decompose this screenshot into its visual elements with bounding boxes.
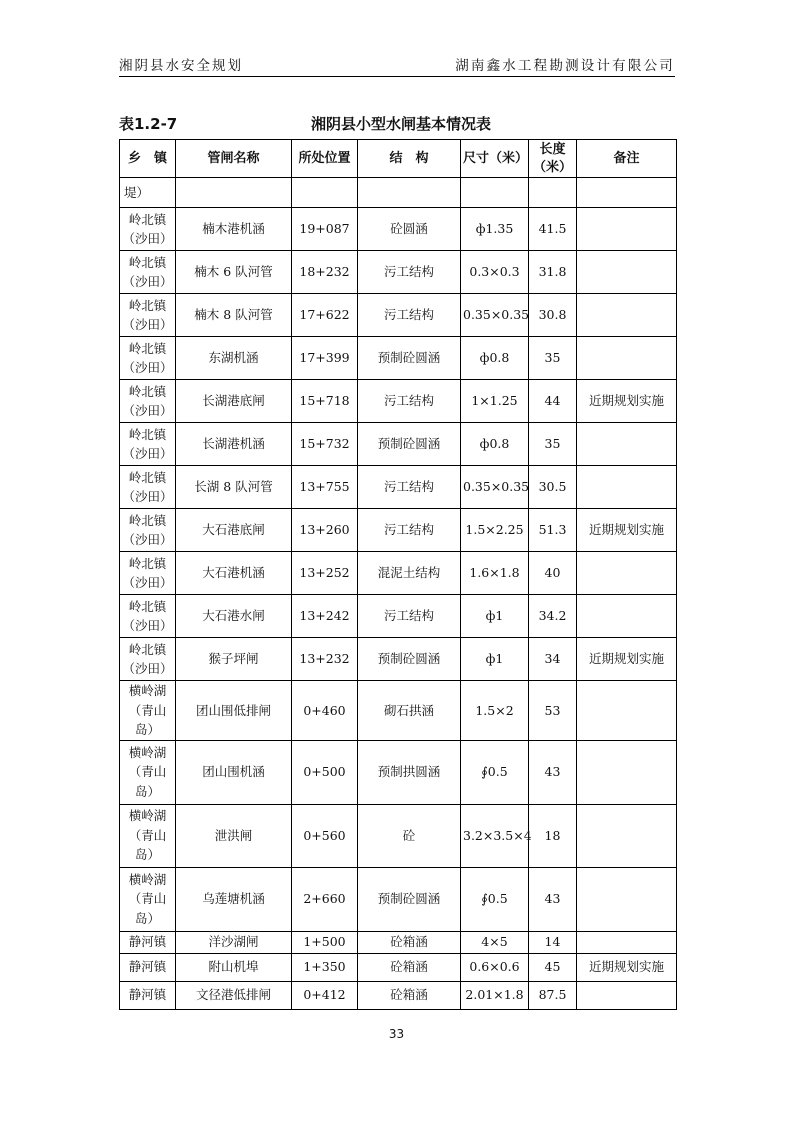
cell-note (577, 466, 677, 509)
cell-length: 34 (529, 638, 577, 681)
cell-structure: 预制拱圆涵 (358, 740, 461, 804)
cell-position: 1+350 (292, 953, 358, 981)
cell-note (577, 931, 677, 953)
table-row (120, 466, 677, 509)
cell-structure: 砼箱涵 (358, 981, 461, 1009)
cell-town: 静河镇 (120, 953, 176, 981)
cell-size: 4×5 (461, 931, 529, 953)
cell-size: 1.5×2.25 (461, 509, 529, 552)
table-row (120, 552, 677, 595)
cell-note (577, 740, 677, 804)
table-title: 湘阴县小型水闸基本情况表 (311, 115, 492, 133)
cell-name: 大石港底闸 (176, 509, 292, 552)
cell-town: 岭北镇（沙田） (120, 208, 176, 251)
table-row (120, 804, 677, 867)
cell-name: 附山机埠 (176, 953, 292, 981)
cell-position: 17+399 (292, 337, 358, 380)
cell-size: ф0.8 (461, 337, 529, 380)
cell-size: 0.35×0.35 (461, 294, 529, 337)
cell-position: 0+560 (292, 804, 358, 867)
cell-position: 0+460 (292, 681, 358, 741)
cell-position: 18+232 (292, 251, 358, 294)
cell-position: 17+622 (292, 294, 358, 337)
header-divider (119, 76, 675, 77)
cell-structure: 混泥土结构 (358, 552, 461, 595)
table-row (120, 681, 677, 741)
cell-length: 31.8 (529, 251, 577, 294)
cell-length (529, 178, 577, 208)
page-header (119, 54, 675, 76)
cell-structure: 污工结构 (358, 380, 461, 423)
cell-length: 51.3 (529, 509, 577, 552)
cell-name: 洋沙湖闸 (176, 931, 292, 953)
table-number: 表1.2-7 (119, 115, 178, 133)
cell-town: 岭北镇（沙田） (120, 380, 176, 423)
cell-town: 静河镇 (120, 931, 176, 953)
cell-town: 静河镇 (120, 981, 176, 1009)
cell-position: 13+755 (292, 466, 358, 509)
cell-size: ф0.8 (461, 423, 529, 466)
cell-note (577, 294, 677, 337)
cell-size: 1.6×1.8 (461, 552, 529, 595)
table-row (120, 931, 677, 953)
cell-name: 团山围低排闸 (176, 681, 292, 741)
cell-town: 岭北镇（沙田） (120, 552, 176, 595)
cell-note (577, 178, 677, 208)
cell-name: 长湖港机涵 (176, 423, 292, 466)
cell-name (176, 178, 292, 208)
cell-position: 0+500 (292, 740, 358, 804)
cell-note (577, 595, 677, 638)
cell-size: ф1 (461, 638, 529, 681)
cell-note (577, 208, 677, 251)
table-row (120, 178, 677, 208)
cell-structure: 砼 (358, 804, 461, 867)
cell-structure: 砌石拱涵 (358, 681, 461, 741)
cell-structure: 污工结构 (358, 595, 461, 638)
cell-size: 0.6×0.6 (461, 953, 529, 981)
cell-note: 近期规划实施 (577, 509, 677, 552)
cell-town: 岭北镇（沙田） (120, 337, 176, 380)
cell-name: 楠木港机涵 (176, 208, 292, 251)
cell-note (577, 337, 677, 380)
cell-name: 大石港水闸 (176, 595, 292, 638)
cell-size: 1×1.25 (461, 380, 529, 423)
cell-note (577, 681, 677, 741)
cell-note: 近期规划实施 (577, 380, 677, 423)
cell-note (577, 981, 677, 1009)
cell-structure: 砼箱涵 (358, 953, 461, 981)
cell-size (461, 178, 529, 208)
cell-town: 横岭湖（青山岛） (120, 740, 176, 804)
cell-structure: 污工结构 (358, 294, 461, 337)
cell-town: 堤） (120, 178, 176, 208)
cell-length: 30.8 (529, 294, 577, 337)
cell-structure: 砼箱涵 (358, 931, 461, 953)
cell-name: 团山围机涵 (176, 740, 292, 804)
col-header-note: 备注 (577, 140, 677, 178)
cell-structure: 预制砼圆涵 (358, 867, 461, 931)
cell-structure: 预制砼圆涵 (358, 423, 461, 466)
table-row (120, 595, 677, 638)
cell-position: 13+242 (292, 595, 358, 638)
cell-town: 横岭湖（青山岛） (120, 867, 176, 931)
table-header-row (120, 140, 677, 178)
cell-name: 楠木 8 队河管 (176, 294, 292, 337)
cell-length: 41.5 (529, 208, 577, 251)
cell-position: 13+260 (292, 509, 358, 552)
cell-note: 近期规划实施 (577, 638, 677, 681)
cell-town: 岭北镇（沙田） (120, 595, 176, 638)
cell-note (577, 552, 677, 595)
cell-length: 35 (529, 337, 577, 380)
table-row (120, 981, 677, 1009)
col-header-name: 管闸名称 (176, 140, 292, 178)
table-row (120, 208, 677, 251)
cell-size: ∮0.5 (461, 867, 529, 931)
cell-town: 横岭湖（青山岛） (120, 681, 176, 741)
cell-note (577, 251, 677, 294)
cell-position: 13+252 (292, 552, 358, 595)
header-left-title: 湘阴县水安全规划 (119, 58, 243, 74)
cell-name: 长湖港底闸 (176, 380, 292, 423)
cell-position: 15+718 (292, 380, 358, 423)
cell-position: 15+732 (292, 423, 358, 466)
cell-length: 45 (529, 953, 577, 981)
cell-size: 3.2×3.5×4 (461, 804, 529, 867)
table-row (120, 740, 677, 804)
table-row (120, 294, 677, 337)
sluice-table (119, 139, 677, 1010)
cell-length: 14 (529, 931, 577, 953)
table-row (120, 953, 677, 981)
cell-town: 岭北镇（沙田） (120, 466, 176, 509)
cell-length: 40 (529, 552, 577, 595)
cell-structure (358, 178, 461, 208)
cell-structure: 污工结构 (358, 509, 461, 552)
cell-length: 43 (529, 740, 577, 804)
cell-town: 岭北镇（沙田） (120, 251, 176, 294)
cell-size: 0.35×0.35 (461, 466, 529, 509)
cell-town: 岭北镇（沙田） (120, 509, 176, 552)
col-header-size: 尺寸（米） (461, 140, 529, 178)
cell-length: 18 (529, 804, 577, 867)
cell-position: 13+232 (292, 638, 358, 681)
cell-position (292, 178, 358, 208)
cell-town: 岭北镇（沙田） (120, 294, 176, 337)
cell-size: ф1.35 (461, 208, 529, 251)
cell-name: 文径港低排闸 (176, 981, 292, 1009)
cell-length: 35 (529, 423, 577, 466)
cell-structure: 砼圆涵 (358, 208, 461, 251)
cell-length: 87.5 (529, 981, 577, 1009)
col-header-structure: 结 构 (358, 140, 461, 178)
cell-position: 0+412 (292, 981, 358, 1009)
table-row (120, 867, 677, 931)
cell-note (577, 804, 677, 867)
cell-note (577, 423, 677, 466)
cell-note (577, 867, 677, 931)
table-row (120, 423, 677, 466)
cell-length: 43 (529, 867, 577, 931)
cell-name: 大石港机涵 (176, 552, 292, 595)
cell-town: 横岭湖（青山岛） (120, 804, 176, 867)
table-row (120, 638, 677, 681)
cell-size: 1.5×2 (461, 681, 529, 741)
cell-name: 长湖 8 队河管 (176, 466, 292, 509)
cell-size: 2.01×1.8 (461, 981, 529, 1009)
cell-position: 2+660 (292, 867, 358, 931)
col-header-position: 所处位置 (292, 140, 358, 178)
cell-structure: 污工结构 (358, 251, 461, 294)
cell-note: 近期规划实施 (577, 953, 677, 981)
table-row (120, 380, 677, 423)
table-row (120, 337, 677, 380)
cell-structure: 污工结构 (358, 466, 461, 509)
page-number: 33 (388, 1027, 405, 1041)
cell-length: 44 (529, 380, 577, 423)
cell-name: 乌莲塘机涵 (176, 867, 292, 931)
cell-length: 34.2 (529, 595, 577, 638)
cell-name: 猴子坪闸 (176, 638, 292, 681)
cell-position: 19+087 (292, 208, 358, 251)
cell-length: 30.5 (529, 466, 577, 509)
col-header-length: 长度（米） (529, 140, 577, 178)
cell-town: 岭北镇（沙田） (120, 423, 176, 466)
col-header-town: 乡 镇 (120, 140, 176, 178)
cell-structure: 预制砼圆涵 (358, 638, 461, 681)
cell-position: 1+500 (292, 931, 358, 953)
cell-name: 东湖机涵 (176, 337, 292, 380)
cell-name: 楠木 6 队河管 (176, 251, 292, 294)
cell-name: 泄洪闸 (176, 804, 292, 867)
table-row (120, 251, 677, 294)
cell-town: 岭北镇（沙田） (120, 638, 176, 681)
cell-length: 53 (529, 681, 577, 741)
cell-structure: 预制砼圆涵 (358, 337, 461, 380)
cell-size: ф1 (461, 595, 529, 638)
cell-size: ∮0.5 (461, 740, 529, 804)
table-row (120, 509, 677, 552)
cell-size: 0.3×0.3 (461, 251, 529, 294)
header-right-company: 湖南鑫水工程勘测设计有限公司 (455, 58, 675, 74)
